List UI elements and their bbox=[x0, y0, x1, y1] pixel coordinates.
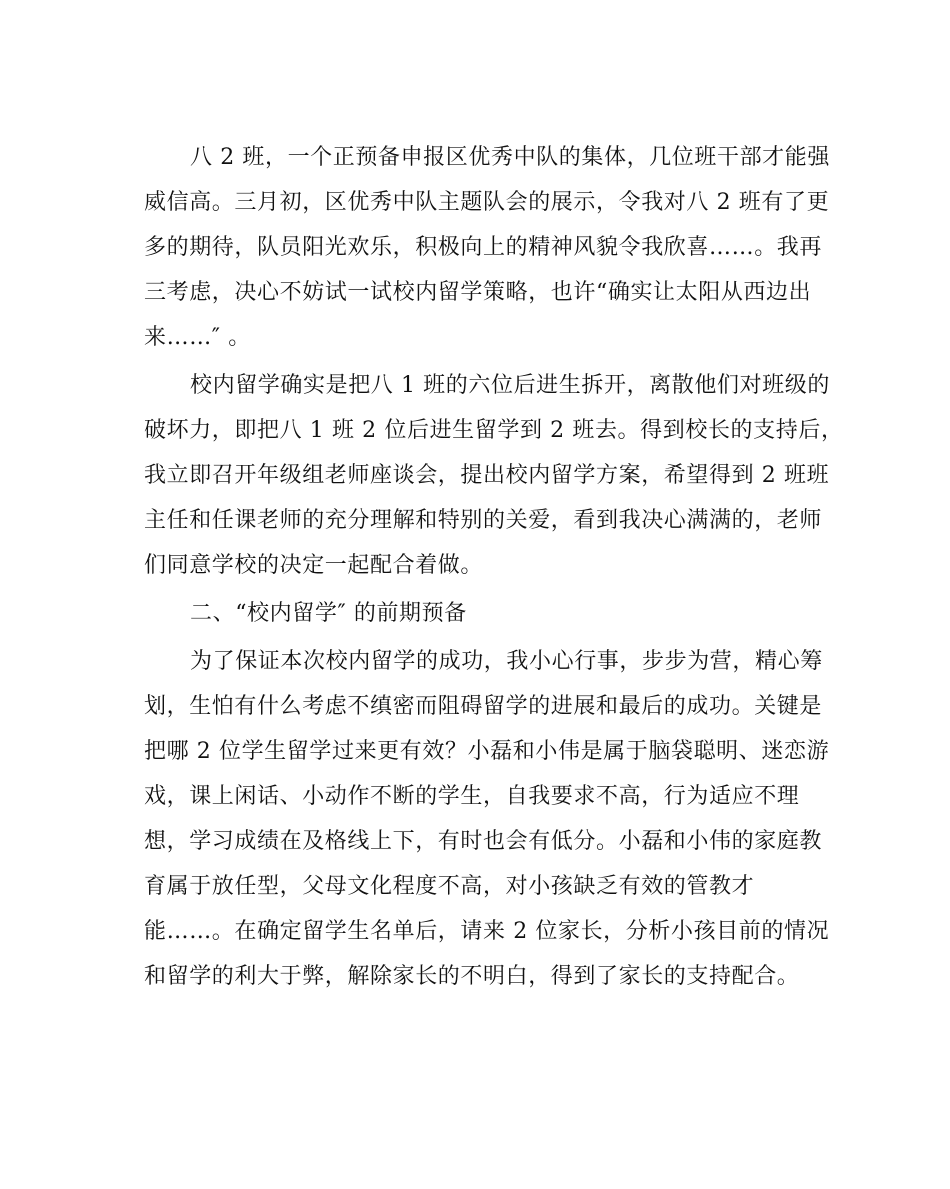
section-heading: 二、“校内留学″ 的前期预备 bbox=[190, 601, 467, 626]
text-line: 八 2 班，一个正预备申报区优秀中队的集体，几位班干部才能强 bbox=[190, 145, 830, 170]
text-line: 三考虑，决心不妨试一试校内留学策略，也许“确实让太阳从西边出 bbox=[144, 280, 812, 305]
text-line: 为了保证本次校内留学的成功，我小心行事，步步为营，精心筹 bbox=[190, 649, 823, 674]
text-line: 育属于放任型，父母文化程度不高，对小孩缺乏有效的管教才 bbox=[144, 874, 755, 899]
text-line: 威信高。三月初，区优秀中队主题队会的展示，令我对八 2 班有了更 bbox=[144, 190, 830, 215]
text-line: 校内留学确实是把八 1 班的六位后进生拆开，离散他们对班级的 bbox=[190, 373, 830, 398]
text-line: 多的期待，队员阳光欢乐，积极向上的精神风貌令我欣喜……。我再 bbox=[144, 235, 823, 260]
text-line: 把哪 2 位学生留学过来更有效？小磊和小伟是属于脑袋聪明、迷恋游 bbox=[144, 739, 830, 764]
text-line: 我立即召开年级组老师座谈会，提出校内留学方案，希望得到 2 班班 bbox=[144, 463, 830, 488]
text-line: 戏，课上闲话、小动作不断的学生，自我要求不高，行为适应不理 bbox=[144, 784, 800, 809]
text-line: 划，生怕有什么考虑不缜密而阻碍留学的进展和最后的成功。关键是 bbox=[144, 694, 823, 719]
text-line: 破坏力，即把八 1 班 2 位后进生留学到 2 班去。得到校长的支持后， bbox=[144, 418, 844, 443]
text-line: 们同意学校的决定一起配合着做。 bbox=[144, 553, 484, 578]
text-line: 能……。在确定留学生名单后，请来 2 位家长，分析小孩目前的情况 bbox=[144, 919, 830, 944]
text-line: 想，学习成绩在及格线上下，有时也会有低分。小磊和小伟的家庭教 bbox=[144, 829, 823, 854]
text-line: 主任和任课老师的充分理解和特别的关爱，看到我决心满满的，老师 bbox=[144, 508, 823, 533]
text-line: 来……″ 。 bbox=[144, 325, 251, 350]
text-line: 和留学的利大于弊，解除家长的不明白，得到了家长的支持配合。 bbox=[144, 964, 800, 989]
